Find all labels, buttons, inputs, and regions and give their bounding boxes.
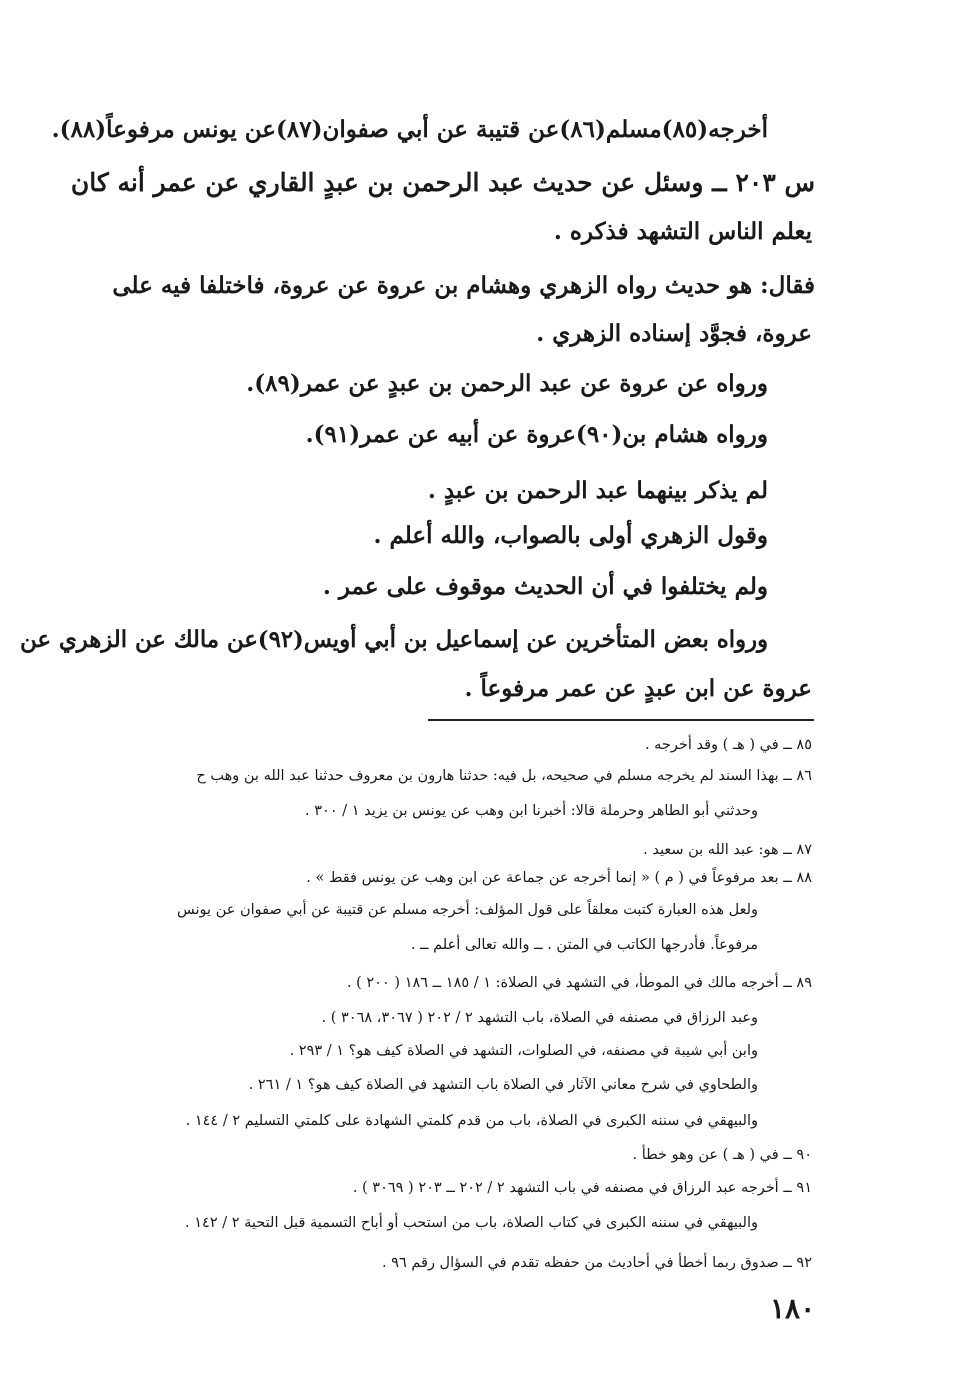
footnote-88-cont: ولعل هذه العبارة كتبت معلقاً على قول المؤلف: أخرجه مسلم عن قتيبة عن أبي صفوان عن يونس — [177, 902, 758, 918]
footnote-91: ٩١ ــ أخرجه عبد الرزاق في مصنفه في باب التشهد ٢ / ٢٠٢ ــ ٢٠٣ ( ٣٠٦٩ ) . — [352, 1180, 812, 1196]
main-line-7: ورواه هشام بن(٩٠)عروة عن أبيه عن عمر(٩١). — [305, 421, 768, 448]
main-line-1: أخرجه(٨٥)مسلم(٨٦)عن قتيبة عن أبي صفوان(٨٧)عن يونس مرفوعاً(٨٨). — [51, 116, 768, 143]
footnote-85: ٨٥ ــ في ( هـ ) وقد أخرجه . — [644, 737, 812, 753]
footnote-86: ٨٦ ــ بهذا السند لم يخرجه مسلم في صحيحه، بل فيه: حدثنا هارون بن معروف حدثنا عبد الله بن وهب ح — [196, 768, 812, 784]
footnote-89-cont2: وابن أبي شيبة في مصنفه، في الصلوات، التشهد في الصلاة كيف هو؟ ١ / ٢٩٣ . — [289, 1043, 758, 1059]
footnote-89-cont: وعبد الرزاق في مصنفه في الصلاة، باب التشهد ٢ / ٢٠٢ ( ٣٠٦٧، ٣٠٦٨ ) . — [321, 1010, 758, 1026]
main-line-9: وقول الزهري أولى بالصواب، والله أعلم . — [373, 522, 768, 549]
footnote-88-cont2: مرفوعاً. فأدرجها الكاتب في المتن . ــ والله تعالى أعلم ــ . — [410, 937, 758, 953]
footnote-90: ٩٠ ــ في ( هـ ) عن وهو خطأ . — [632, 1147, 812, 1163]
main-line-5: عروة، فجوَّد إسناده الزهري . — [536, 320, 812, 347]
footnote-88: ٨٨ ــ بعد مرفوعاً في ( م ) « إنما أخرجه عن جماعة عن ابن وهب عن يونس فقط » . — [306, 870, 812, 886]
main-line-10: ولم يختلفوا في أن الحديث موقوف على عمر . — [322, 573, 768, 600]
main-line-8: لم يذكر بينهما عبد الرحمن بن عبدٍ . — [427, 477, 768, 504]
footnote-92: ٩٢ ــ صدوق ربما أخطأ في أحاديث من حفظه تقدم في السؤال رقم ٩٦ . — [381, 1255, 812, 1271]
footnote-89: ٨٩ ــ أخرجه مالك في الموطأ، في التشهد في الصلاة: ١ / ١٨٥ ــ ١٨٦ ( ٢٠٠ ) . — [346, 975, 812, 991]
footnote-87: ٨٧ ــ هو: عبد الله بن سعيد . — [643, 842, 812, 858]
main-line-3: يعلم الناس التشهد فذكره . — [553, 218, 812, 245]
footnote-86-cont: وحدثني أبو الطاهر وحرملة قالا: أخبرنا ابن وهب عن يونس بن يزيد ١ / ٣٠٠ . — [305, 803, 758, 819]
main-line-6: ورواه عن عروة عن عبد الرحمن بن عبدٍ عن عمر(٨٩). — [246, 370, 768, 397]
footnote-91-cont: والبيهقي في سننه الكبرى في كتاب الصلاة، باب من استحب أو أباح التسمية قبل التحية ٢ / ١٤٢ . — [185, 1215, 758, 1231]
main-line-11: ورواه بعض المتأخرين عن إسماعيل بن أبي أويس(٩٢)عن مالك عن الزهري عن — [20, 627, 768, 653]
footnote-89-cont4: والبيهقي في سننه الكبرى في الصلاة، باب من قدم كلمتي الشهادة على كلمتي التسليم ٢ / ١٤٤ . — [185, 1113, 758, 1129]
footnote-89-cont3: والطحاوي في شرح معاني الآثار في الصلاة باب التشهد في الصلاة كيف هو؟ ١ / ٢٦١ . — [248, 1077, 758, 1093]
question-heading-line: س ٢٠٣ ــ وسئل عن حديث عبد الرحمن بن عبدٍ القاري عن عمر أنه كان — [70, 168, 815, 197]
page-number: ١٨٠ — [770, 1292, 816, 1325]
main-line-4: فقال: هو حديث رواه الزهري وهشام بن عروة عن عروة، فاختلفا فيه على — [112, 272, 815, 299]
main-line-12: عروة عن ابن عبدٍ عن عمر مرفوعاً . — [464, 675, 812, 702]
footnote-separator — [428, 719, 814, 721]
